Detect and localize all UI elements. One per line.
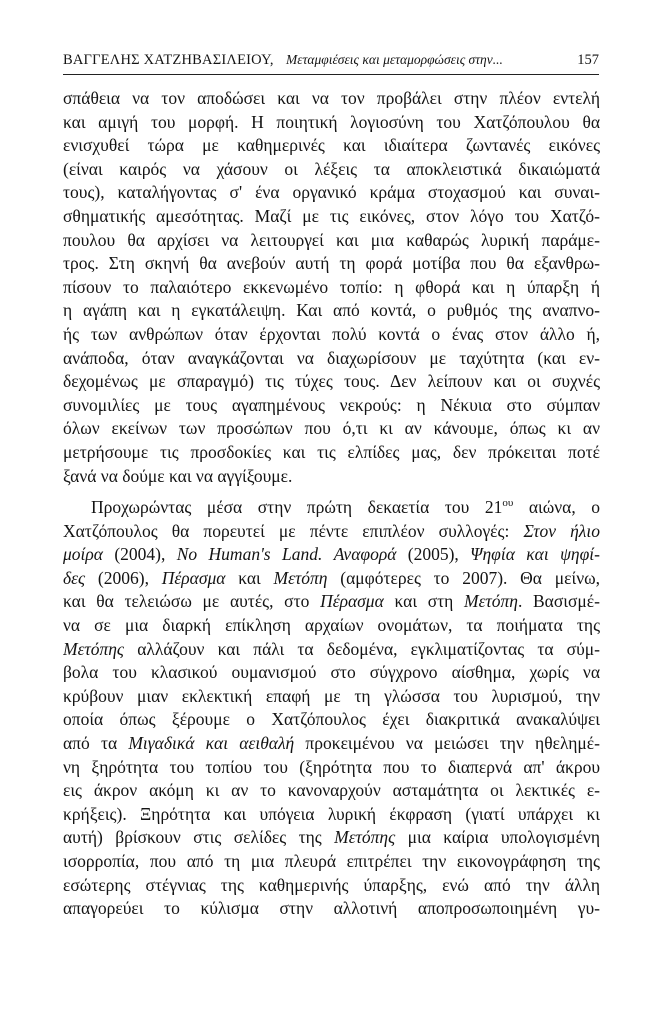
text-line: να σε μια διαρκή επίκληση αρχαίων ονομάτων, τα ποιήματα της [63, 615, 600, 636]
book-title: Πέρασμα [161, 567, 226, 588]
paragraph-1 [63, 87, 600, 488]
text-line: πίσουν το παλαιότερο εκκενωμένο τοπίο: η φθορά και η ύπαρξη ή [63, 276, 600, 297]
paragraph-2 [63, 496, 600, 921]
text-line: κρήξεις). Ξηρότητα και υπόγεια λυρική έκφραση (γιατί υπάρχει κι [63, 803, 600, 824]
body-text [63, 87, 600, 921]
text-line: από τα Μιγαδικά και αειθαλή προκειμένου να μειώσει την ηθελημέ- [63, 733, 600, 754]
text-line: οποία όπως ξέρουμε ο Χατζόπουλος έχει διακριτικά ανακαλύψει [63, 709, 600, 730]
text-line: νη ξηρότητα του τοπίου του (ξηρότητα που το διαπερνά απ' άκρου [63, 756, 600, 777]
book-title: μοίρα [63, 544, 103, 565]
text-line: βολα του κλασικού ουμανισμού στο σύγχρονο αίσθημα, χωρίς να [63, 662, 600, 683]
text-line: όλων εκείνων των προσώπων που ό,τι κι αν κάνουμε, όπως κι αν [63, 418, 600, 439]
superscript: ου [502, 497, 514, 510]
header-author: ΒΑΓΓΕΛΗΣ ΧΑΤΖΗΒΑΣΙΛΕΙΟΥ, [63, 52, 274, 68]
text-line: (είναι καιρός να χάσουν οι λέξεις τα αποκλειστικά δικαιώματά [63, 158, 600, 179]
text-line: τους), καταλήγοντας σ' ένα οργανικό κράμα στοχασμού και συναι- [63, 182, 600, 203]
text-line: μοίρα (2004), No Human's Land. Αναφορά (2005), Ψηφία και ψηφί- [63, 544, 600, 565]
text-line: εις άκρον ακόμη κι αν το κανοναρχούν ασταμάτητα οι λεκτικές ε- [63, 780, 600, 801]
text-line: ισορροπία, που από τη μια πλευρά επιτρέπει την εικονογράφηση της [63, 851, 600, 871]
book-title: Μετόπη [464, 591, 518, 612]
text-line: αυτή) βρίσκουν στις σελίδες της Μετόπης μια καίρια υπολογισμένη [63, 827, 600, 848]
running-header [63, 49, 599, 71]
book-title: Μιγαδικά και αειθαλή [128, 733, 295, 754]
text-line: ξανά να δούμε και να αγγίξουμε. [63, 465, 293, 486]
header-rule [63, 74, 599, 75]
text-line: δες (2006), Πέρασμα και Μετόπη (αμφότερες το 2007). Θα μείνω, [63, 567, 600, 588]
text-line: συνομιλίες με τους αγαπημένους νεκρούς: η Νέκυια στο σύμπαν [63, 394, 600, 415]
header-title: Μεταμφιέσεις και μεταμορφώσεις στην... [286, 52, 503, 67]
text-line: σπάθεια να τον αποδώσει και να τον προβάλει στην πλέον εντελή [63, 88, 600, 108]
text-line: και αμιγή του μορφή. Η ποιητική λογιοσύνη του Χατζόπουλου θα [63, 111, 600, 132]
book-title: Στον ήλιο [523, 520, 600, 541]
book-title: Μετόπη [273, 567, 328, 588]
text-line: Μετόπης αλλάζουν και πάλι τα δεδομένα, εγκλιματίζοντας τα σύμ- [63, 638, 600, 659]
book-title: No Human's Land. Αναφορά [176, 544, 397, 565]
text-line: κρύβουν μιαν εκλεκτική επαφή με τη γλώσσα του λυρισμού, την [63, 685, 600, 706]
text-line: πουλου θα αρχίσει να λειτουργεί και μια καθαρώς λυρική παράμε- [63, 229, 600, 250]
book-title: Ψηφία και ψηφί- [470, 544, 600, 565]
text-line: απαγορεύει το κύλισμα στην αλλοτινή αποπροσωποιημένη γυ- [63, 898, 600, 919]
book-title: Πέρασμα [320, 591, 384, 612]
text-line: ενισχυθεί τώρα με καθημερινές και ιδιαίτερα ζωντανές εικόνες [63, 135, 600, 156]
text-line: ής των ανθρώπων όταν έρχονται πολύ κοντά ο ένας στον άλλο ή, [63, 323, 600, 344]
text-line: Προχωρώντας μέσα στην πρώτη δεκαετία του $21^{o\upsilon}$ αιώνα, ο [91, 497, 600, 518]
text-line: η αγάπη και η εγκατάλειψη. Και από κοντά, ο ρυθμός της αναπνο- [63, 300, 600, 321]
text-line: ανάποδα, όταν αναγκάζονται να διαχωρίσουν με ταχύτητα (και εν- [63, 347, 600, 368]
text-line: δεχομένως με σπαραγμό) τις τύχες τους. Δεν λείπουν και οι συχνές [63, 371, 600, 392]
text-line: τρος. Στη σκηνή θα ανεβούν αυτή τη φορά μοτίβα που θα εξανθρω- [63, 253, 600, 274]
text-line: Χατζόπουλος θα πορευτεί με πέντε επιπλέον συλλογές: Στον ήλιο [63, 520, 600, 541]
book-title: Μετόπης [334, 827, 396, 848]
page-number: 157 [577, 52, 599, 68]
book-title: Μετόπης [63, 638, 125, 659]
text-line: και θα τελειώσω με αυτές, στο Πέρασμα και στη Μετόπη. Βασισμέ- [63, 591, 600, 612]
text-line: σθηματικής αμεσότητας. Μαζί με τις εικόνες, στον λόγο του Χατζό- [63, 205, 600, 226]
text-line: εσώτερης στέγνιας της καθημερινής ύπαρξης, ενώ από την άλλη [63, 874, 600, 895]
text-line: μετρήσουμε τις προσδοκίες και τις ελπίδες μας, δεν πρόκειται ποτέ [63, 441, 600, 462]
book-title: δες [63, 567, 86, 588]
